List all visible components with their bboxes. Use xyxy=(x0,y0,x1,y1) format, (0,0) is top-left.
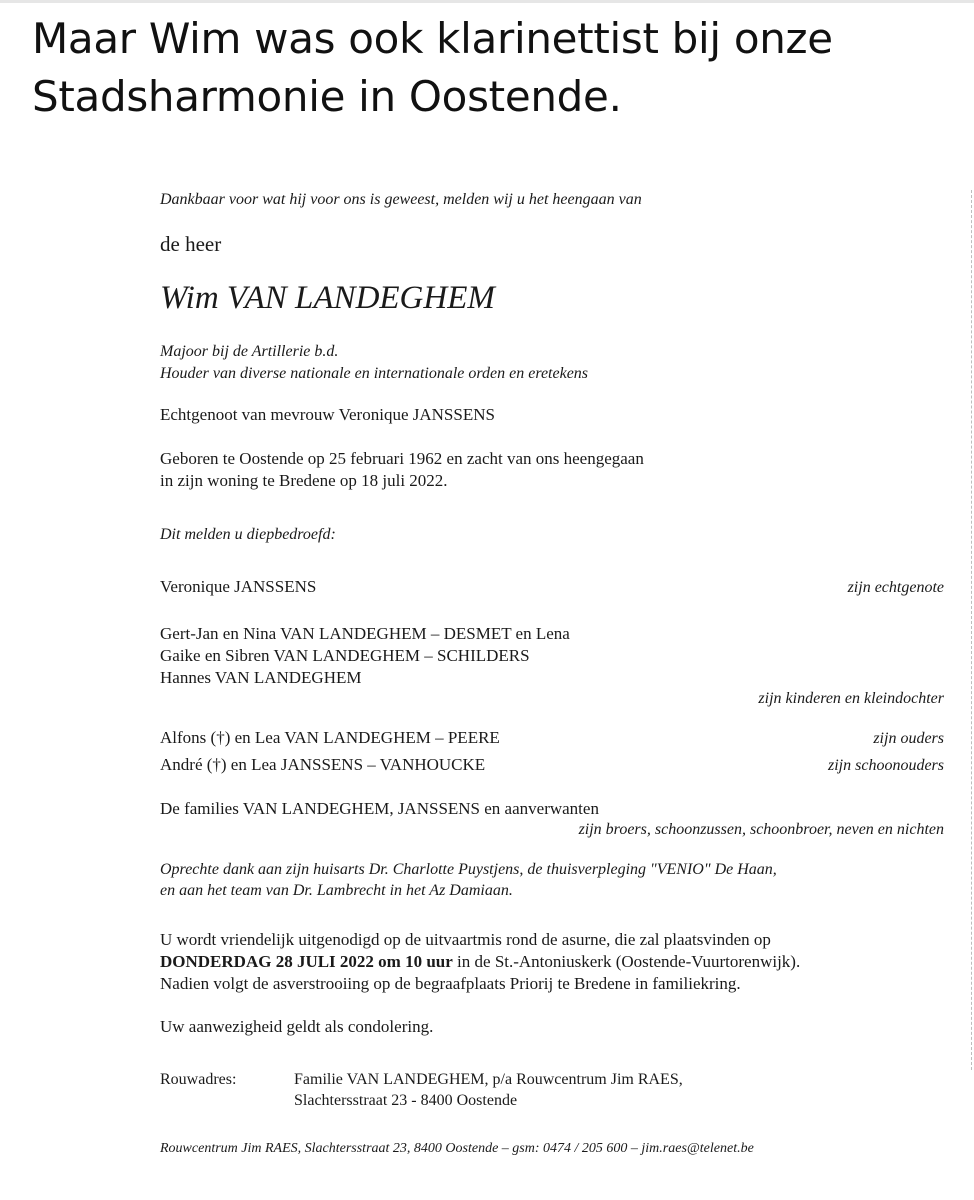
mourner-child-2: Gaike en Sibren VAN LANDEGHEM – SCHILDERS xyxy=(160,646,530,665)
address-label: Rouwadres: xyxy=(160,1071,237,1088)
mourner-spouse: Veronique JANSSENS xyxy=(160,577,317,596)
funeral-location: in de St.-Antoniuskerk (Oostende-Vuurtorenwijk). xyxy=(452,952,801,971)
mourner-families: De families VAN LANDEGHEM, JANSSENS en aanverwanten xyxy=(160,799,599,818)
mourner-parents: Alfons (†) en Lea VAN LANDEGHEM – PEERE xyxy=(160,728,500,747)
birth-line-1: Geboren te Oostende op 25 februari 1962 en zacht van ons heengegaan xyxy=(160,449,644,468)
funeral-line-3: Nadien volgt de asverstrooiing op de begraafplaats Priorij te Bredene in familiekring. xyxy=(160,974,741,993)
spouse-line: Echtgenoot van mevrouw Veronique JANSSENS xyxy=(160,405,495,424)
condolence-note: Uw aanwezigheid geldt als condolering. xyxy=(160,1017,434,1036)
mourner-child-3: Hannes VAN LANDEGHEM xyxy=(160,668,362,687)
address-line-2: Slachtersstraat 23 - 8400 Oostende xyxy=(294,1092,518,1109)
birth-line-2: in zijn woning te Bredene op 18 juli 2022. xyxy=(160,471,448,490)
deceased-rank: Majoor bij de Artillerie b.d. xyxy=(160,343,339,360)
deceased-honors: Houder van diverse nationale en internationale orden en eretekens xyxy=(160,365,589,382)
notice-salutation: de heer xyxy=(160,232,222,256)
mourners-heading: Dit melden u diepbedroefd: xyxy=(160,526,336,543)
families-role: zijn broers, schoonzussen, schoonbroer, neven en nichten xyxy=(578,821,944,838)
parents-role: zijn ouders xyxy=(873,730,944,747)
scan-edge-line xyxy=(971,190,973,1070)
children-role: zijn kinderen en kleindochter xyxy=(758,690,944,707)
deceased-name: Wim VAN LANDEGHEM xyxy=(160,280,495,316)
thanks-line-2: en aan het team van Dr. Lambrecht in het Az Damiaan. xyxy=(160,882,513,899)
funeral-home-footer: Rouwcentrum Jim RAES, Slachtersstraat 23, 8400 Oostende – gsm: 0474 / 205 600 – jim.raes@telenet.be xyxy=(160,1141,754,1156)
caption-line-2: Stadsharmonie in Oostende. xyxy=(32,72,622,121)
mourner-spouse-role: zijn echtgenote xyxy=(847,579,944,596)
address-line-1: Familie VAN LANDEGHEM, p/a Rouwcentrum Jim RAES, xyxy=(294,1071,683,1088)
funeral-line-1: U wordt vriendelijk uitgenodigd op de uitvaartmis rond de asurne, die zal plaatsvinden op xyxy=(160,930,771,949)
funeral-line-2 xyxy=(160,952,800,972)
thanks-line-1: Oprechte dank aan zijn huisarts Dr. Charlotte Puystjens, de thuisverpleging "VENIO" De Haan, xyxy=(160,861,777,878)
caption-line-1: Maar Wim was ook klarinettist bij onze xyxy=(32,14,833,63)
funeral-date: DONDERDAG 28 JULI 2022 om 10 uur xyxy=(160,952,453,971)
inlaws-role: zijn schoonouders xyxy=(828,757,944,774)
mourner-inlaws: André (†) en Lea JANSSENS – VANHOUCKE xyxy=(160,755,486,774)
mourner-child-1: Gert-Jan en Nina VAN LANDEGHEM – DESMET en Lena xyxy=(160,624,570,643)
notice-intro: Dankbaar voor wat hij voor ons is geweest, melden wij u het heengaan van xyxy=(160,191,642,208)
